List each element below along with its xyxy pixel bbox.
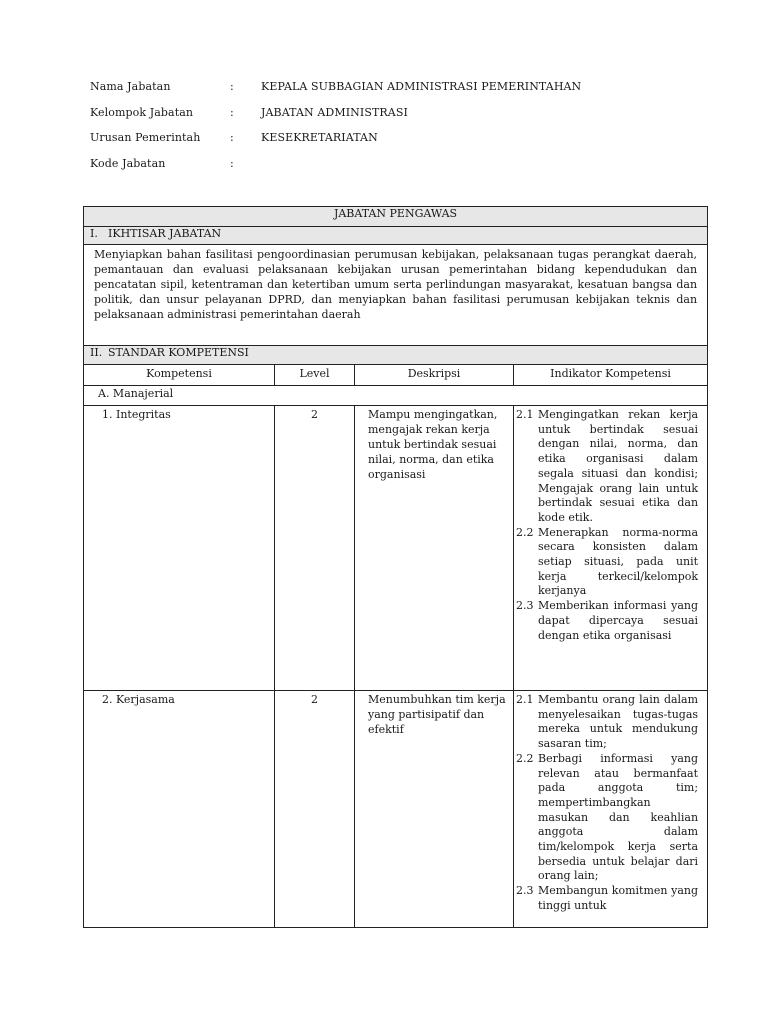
indicator-text: Membangun komitmen yang tinggi untuk: [538, 884, 699, 912]
indicator-number: 2.2: [516, 751, 534, 765]
info-label: Nama Jabatan: [90, 80, 171, 93]
indicator-item: [516, 693, 698, 752]
column-header-indikator: Indikator Kompetensi: [514, 365, 708, 386]
indicator-text: Mengingatkan rekan kerja untuk bertindak sesuai dengan nilai, norma, dan etika organisasi dalam segala situasi dan kondisi; Mengajak orang lain untuk bertindak sesuai etika dan kode etik.: [538, 408, 699, 524]
info-colon: :: [230, 131, 234, 145]
group-row: [84, 386, 708, 406]
indicator-number: 2.1: [516, 408, 534, 421]
group-label: A. Manajerial: [84, 386, 708, 406]
column-header-deskripsi: Deskripsi: [355, 365, 514, 386]
column-header-row: [84, 365, 708, 386]
info-row-nama-jabatan: [90, 80, 690, 106]
info-value: KESEKRETARIATAN: [261, 131, 378, 145]
competency-description: Menumbuhkan tim kerja yang partisipatif dan efektif: [355, 691, 514, 928]
info-value: KEPALA SUBBAGIAN ADMINISTRASI PEMERINTAHAN: [261, 80, 582, 93]
indicator-number: 2.2: [516, 525, 534, 539]
section-number: II.: [90, 346, 103, 359]
info-label: Kode Jabatan: [90, 156, 166, 170]
indicator-list: [514, 406, 708, 691]
info-row-kode-jabatan: [90, 157, 690, 183]
competency-level: 2: [275, 406, 355, 691]
info-row-kelompok-jabatan: [90, 106, 690, 132]
ikhtisar-text: Menyiapkan bahan fasilitasi pengoordinasian perumusan kebijakan, pelaksanaan tugas perangkat daerah, pemantauan dan evaluasi pelaksanaan kebijakan urusan pemerintahan bidang kependudukan dan pencatatan sipil, ketentraman dan ketertiban umum serta perlindungan masyarakat, kesatuan bangsa dan politik, dan unsur pelayanan DPRD, dan menyiapkan bahan fasilitasi perumusan kebijakan teknis dan pelaksanaan administrasi pemerintahan daerah: [84, 245, 708, 346]
indicator-text: Berbagi informasi yang relevan atau bermanfaat pada anggota tim; mempertimbangkan masukan dan keahlian anggota dalam tim/kelompok kerja serta bersedia untuk belajar dari orang lain;: [538, 751, 699, 883]
column-header-level: Level: [275, 365, 355, 386]
competency-name: 1. Integritas: [84, 406, 275, 691]
ikhtisar-row: [84, 245, 708, 346]
indicator-item: [516, 526, 698, 600]
info-label: Urusan Pemerintah: [90, 131, 201, 145]
info-label: Kelompok Jabatan: [90, 105, 194, 119]
info-colon: :: [230, 156, 234, 170]
position-info: [90, 80, 690, 182]
section-header-standar: [84, 346, 708, 365]
indicator-item: [516, 752, 698, 884]
indicator-list: [514, 691, 708, 928]
indicator-text: Membantu orang lain dalam menyelesaikan tugas-tugas mereka untuk mendukung sasaran tim;: [538, 693, 699, 751]
table-row: [84, 691, 708, 928]
indicator-number: 2.3: [516, 884, 534, 898]
table-title: JABATAN PENGAWAS: [84, 207, 708, 227]
indicator-text: Menerapkan norma-norma secara konsisten dalam setiap situasi, pada unit kerja terkecil/kelompok kerjanya: [538, 525, 699, 598]
table-row: [84, 406, 708, 691]
column-header-kompetensi: Kompetensi: [84, 365, 275, 386]
info-row-urusan-pemerintah: [90, 131, 690, 157]
competency-table: [83, 206, 708, 928]
table-title-row: [84, 207, 708, 227]
section-title: STANDAR KOMPETENSI: [108, 346, 249, 359]
section-header-ikhtisar: [84, 227, 708, 245]
indicator-number: 2.3: [516, 599, 534, 613]
info-value: JABATAN ADMINISTRASI: [261, 105, 408, 119]
info-colon: :: [230, 80, 234, 93]
indicator-number: 2.1: [516, 693, 534, 706]
section-number: I.: [90, 227, 98, 240]
info-colon: :: [230, 105, 234, 119]
section-title: IKHTISAR JABATAN: [108, 227, 222, 240]
indicator-text: Memberikan informasi yang dapat dipercaya sesuai dengan etika organisasi: [538, 599, 699, 642]
competency-level: 2: [275, 691, 355, 928]
indicator-item: [516, 408, 698, 526]
indicator-item: [516, 599, 698, 643]
competency-name: 2. Kerjasama: [84, 691, 275, 928]
competency-description: Mampu mengingatkan, mengajak rekan kerja untuk bertindak sesuai nilai, norma, dan etika organisasi: [355, 406, 514, 691]
indicator-item: [516, 884, 698, 913]
